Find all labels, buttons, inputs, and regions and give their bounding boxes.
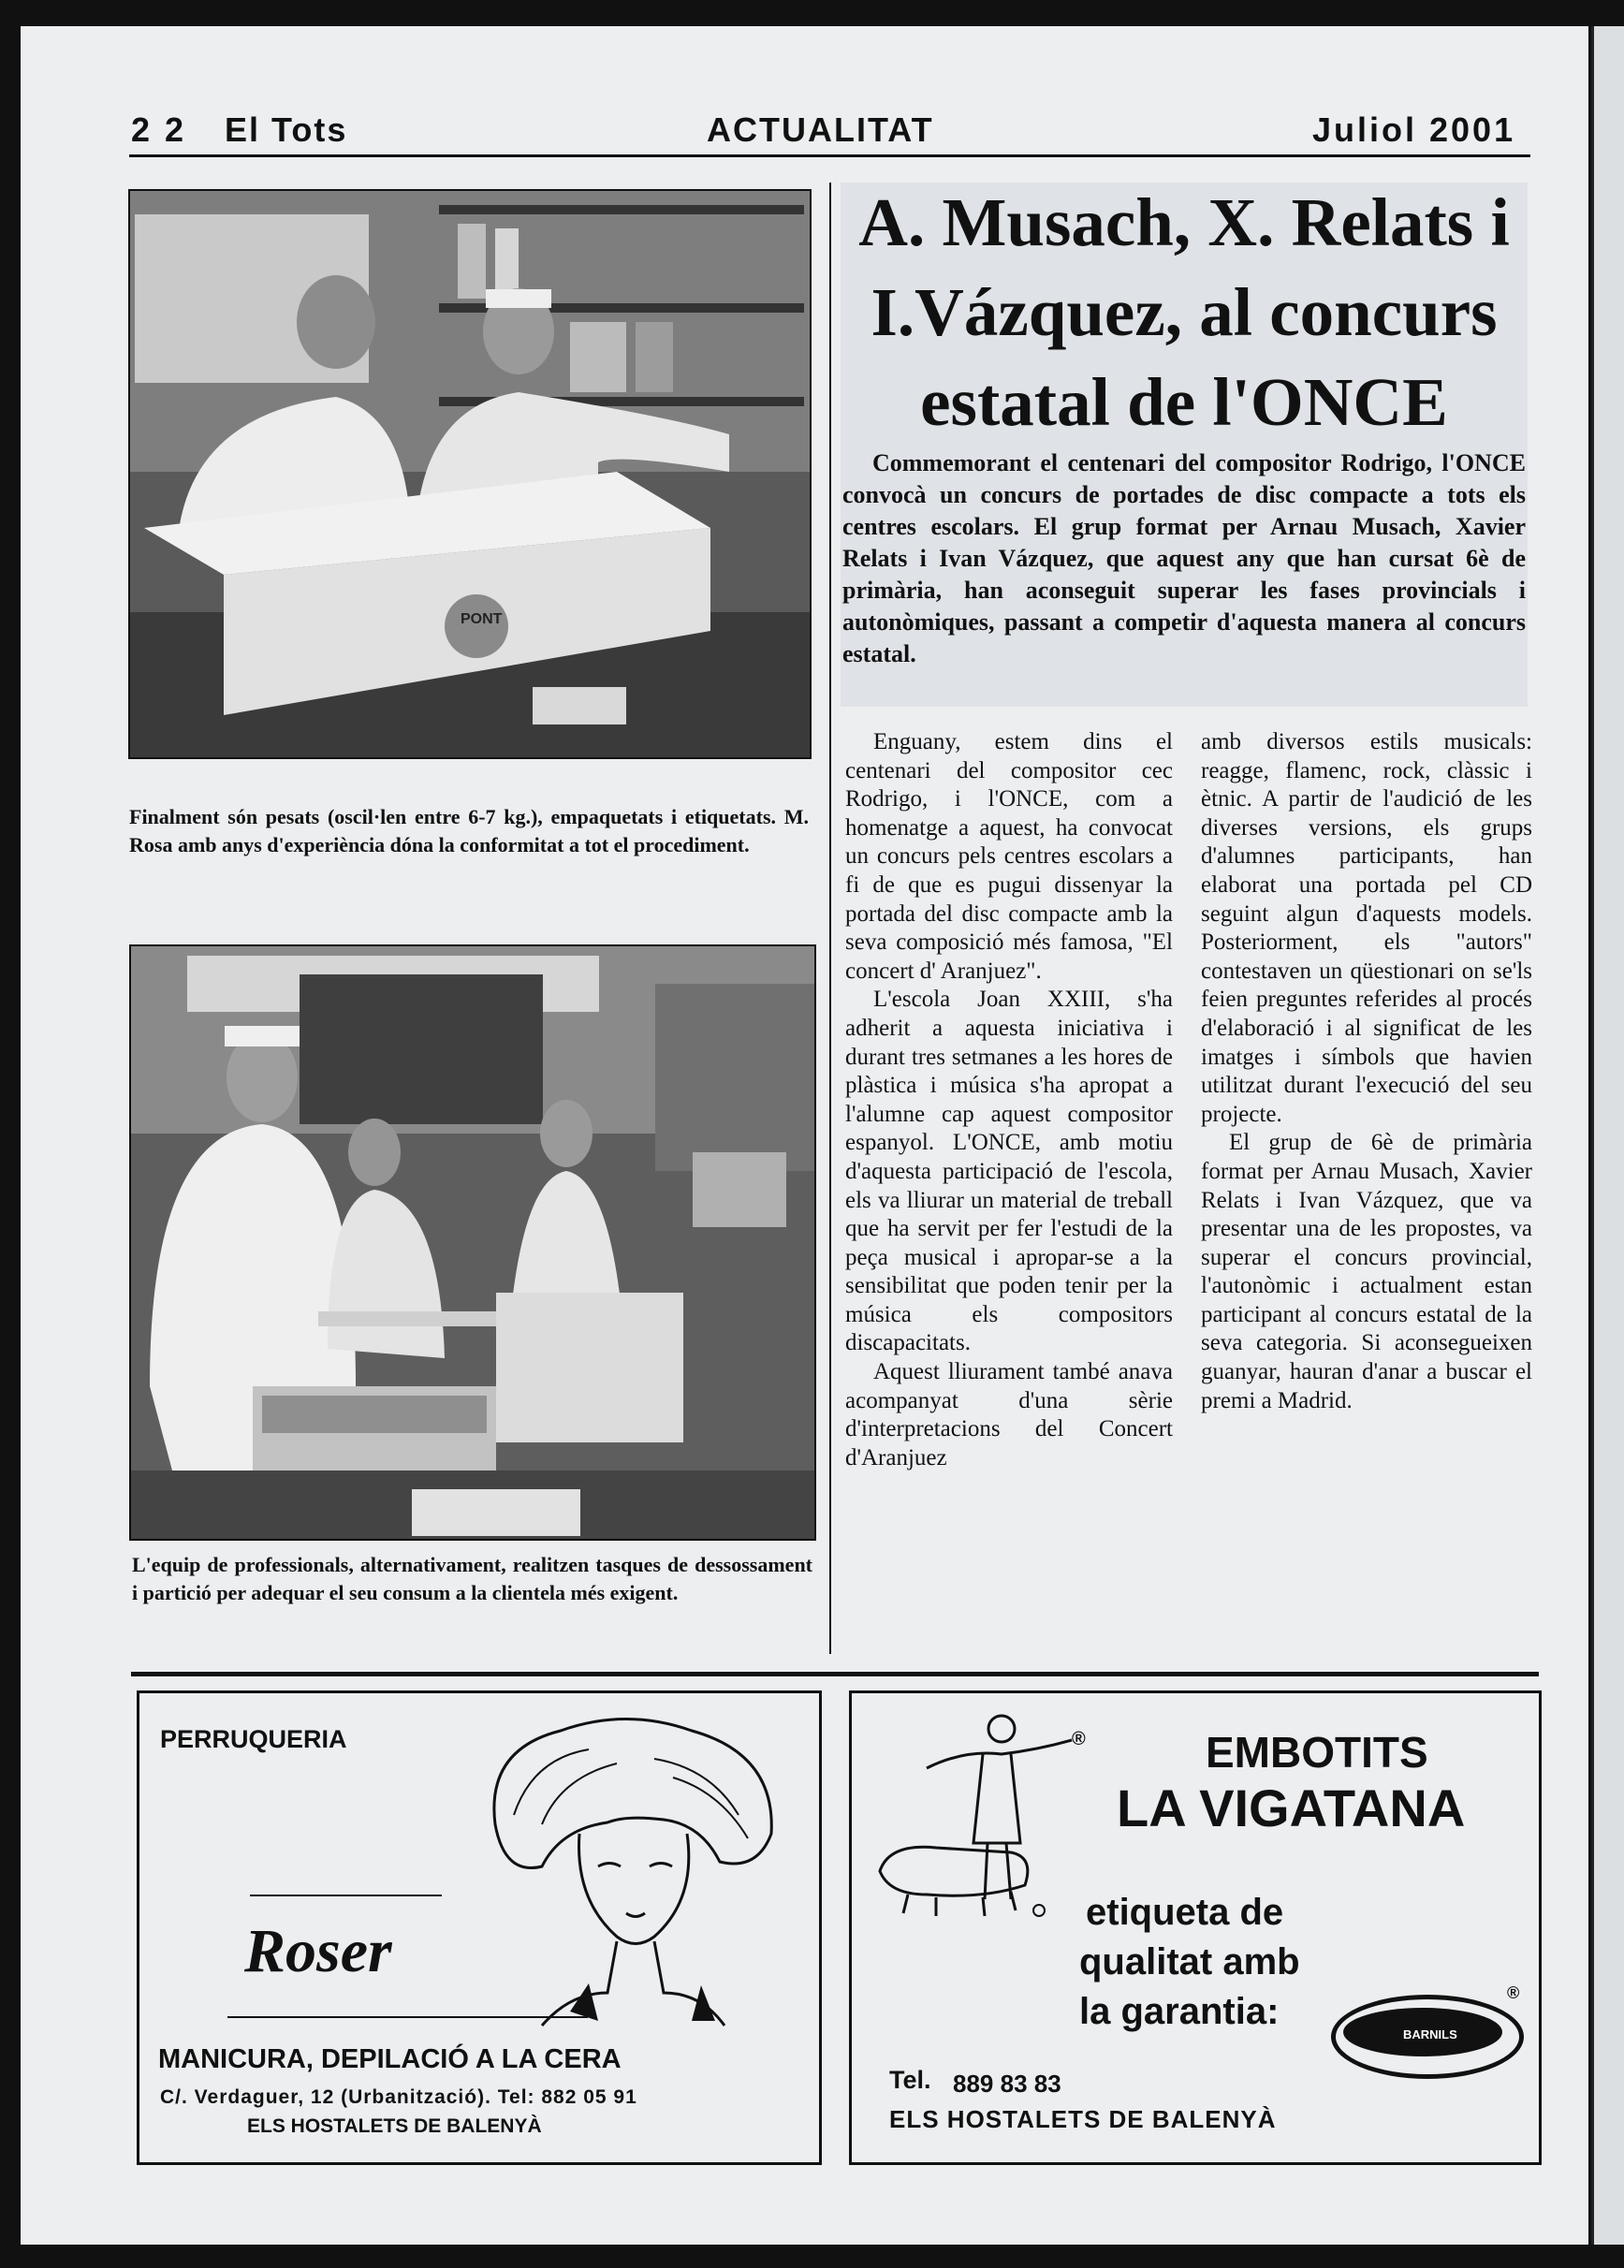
ad-line-2	[227, 2016, 588, 2018]
ad-tel-number: 889 83 83	[953, 2070, 1061, 2098]
body-paragraph: L'escola Joan XXIII, s'ha adherit a aquesta iniciativa i durant tres setmanes a les hores de plàstica i música s'ha apropat a l'alumne cap aquest compositor espanyol. L'ONCE, amb motiu d'aquesta participació de l'escola, els va lliurar un material de treball que ha servit per fer l'estudi de la peça musical i apropar-se a la sensibilitat que poden tenir per la música els compositors discapacitats.	[845, 987, 1173, 1356]
body-paragraph: amb diversos estils musicals: reagge, flamenc, rock, clàssic i ètnic. A partir de l'audició de les diverses versions, els grups d'alumnes participants, han elaborat una portada pel CD seguint algun d'aquests models. Posteriorment, els "autors" contestaven un qüestionari on se'ls feien preguntes referides al procés d'elaboració i al significat de les imatges i símbols que havien utilitzat durant l'execució del seu projecte.	[1201, 729, 1532, 1127]
ad-embotits-town: ELS HOSTALETS DE BALENYÀ	[889, 2105, 1277, 2133]
ad-perruqueria-address: C/. Verdaguer, 12 (Urbanització). Tel: 882 05 91	[160, 2086, 637, 2108]
ad-slogan-2: qualitat amb	[1079, 1941, 1300, 1983]
box-logo-text: PONT	[461, 611, 503, 627]
ad-slogan-1: etiqueta de	[1086, 1892, 1284, 1933]
header-rule	[129, 154, 1530, 157]
pig-farmer-icon	[871, 1712, 1086, 1927]
photo-packing-image	[130, 191, 810, 757]
article-headline: A. Musach, X. Relats i I.Vázquez, al concurs estatal de l'ONCE	[858, 184, 1510, 440]
registered-mark: ®	[1072, 1729, 1086, 1749]
ad-perruqueria-services: MANICURA, DEPILACIÓ A LA CERA	[158, 2044, 622, 2074]
body-paragraph: Enguany, estem dins el centenari del compositor cec Rodrigo, i l'ONCE, com a homenatge a aquest, ha convocat un concurs pels centres escolars a fi de que es pugui dissenyar la portada del disc compacte amb la seva composició més famosa, "El concert d' Aranjuez".	[845, 729, 1173, 984]
ads-separator	[131, 1672, 1539, 1676]
body-paragraph: Aquest lliurament també anava acompanyat d'una sèrie d'interpretacions del Concert d'Aranjuez	[845, 1359, 1173, 1471]
ad-tel-label: Tel.	[889, 2066, 931, 2094]
ad-embotits-line1: EMBOTITS	[1206, 1728, 1428, 1777]
page-number: 2 2	[131, 110, 187, 149]
photo-caption-1: Finalment són pesats (oscil·len entre 6-7 kg.), empaquetats i etiquetats. M. Rosa amb anys d'experiència dóna la conformitat a tot el procediment.	[129, 805, 809, 856]
publication-name: El Tots	[225, 110, 348, 149]
body-paragraph: El grup de 6è de primària format per Arnau Musach, Xavier Relats i Ivan Vázquez, que va presentar una de les propostes, va superar el concurs provincial, l'autonòmic i actualment estan participant al concurs estatal de la seva categoria. Si aconsegueixen guanyar, hauran d'anar a buscar el premi a Madrid.	[1201, 1130, 1532, 1413]
ad-perruqueria-title: PERRUQUERIA	[160, 1725, 347, 1753]
column-divider	[829, 183, 831, 1654]
photo-packing	[128, 189, 812, 759]
ad-perruqueria-town: ELS HOSTALETS DE BALENYÀ	[247, 2115, 542, 2137]
article-lead	[842, 447, 1526, 670]
article-column-1	[845, 728, 1173, 1472]
lead-paragraph: Commemorant el centenari del compositor Rodrigo, l'ONCE convocà un concurs de portades de disc compacte a tots els centres escolars. El grup format per Arnau Musach, Xavier Relats i Ivan Vázquez, que aquest any que han cursat 6è de primària, han aconseguit superar les fases provincials i autonòmiques, passant a competir d'aquesta manera al concurs estatal.	[842, 449, 1526, 667]
next-page-edge	[1591, 26, 1624, 2245]
ad-line-1	[250, 1895, 442, 1896]
registered-mark-2: ®	[1507, 1983, 1520, 2002]
issue-date: Juliol 2001	[1312, 110, 1516, 149]
barnils-logo	[1331, 1995, 1524, 2079]
ad-embotits	[849, 1690, 1542, 2165]
barnils-brand: BARNILS	[1403, 2027, 1457, 2041]
ad-perruqueria	[137, 1690, 822, 2165]
photo-butchers-image	[131, 946, 814, 1539]
ad-slogan-3: la garantia:	[1079, 1991, 1280, 2032]
woman-illustration-icon	[476, 1712, 785, 2030]
roser-logo: Roser	[244, 1917, 392, 1985]
section-title: ACTUALITAT	[707, 110, 934, 149]
ad-embotits-line2: LA VIGATANA	[1117, 1778, 1466, 1837]
article-column-2	[1201, 728, 1532, 1415]
photo-caption-2: L'equip de professionals, alternativament, realitzen tasques de dessossament i partició per adequar el seu consum a la clientela més exigent.	[132, 1553, 812, 1604]
photo-butchers	[129, 944, 816, 1541]
